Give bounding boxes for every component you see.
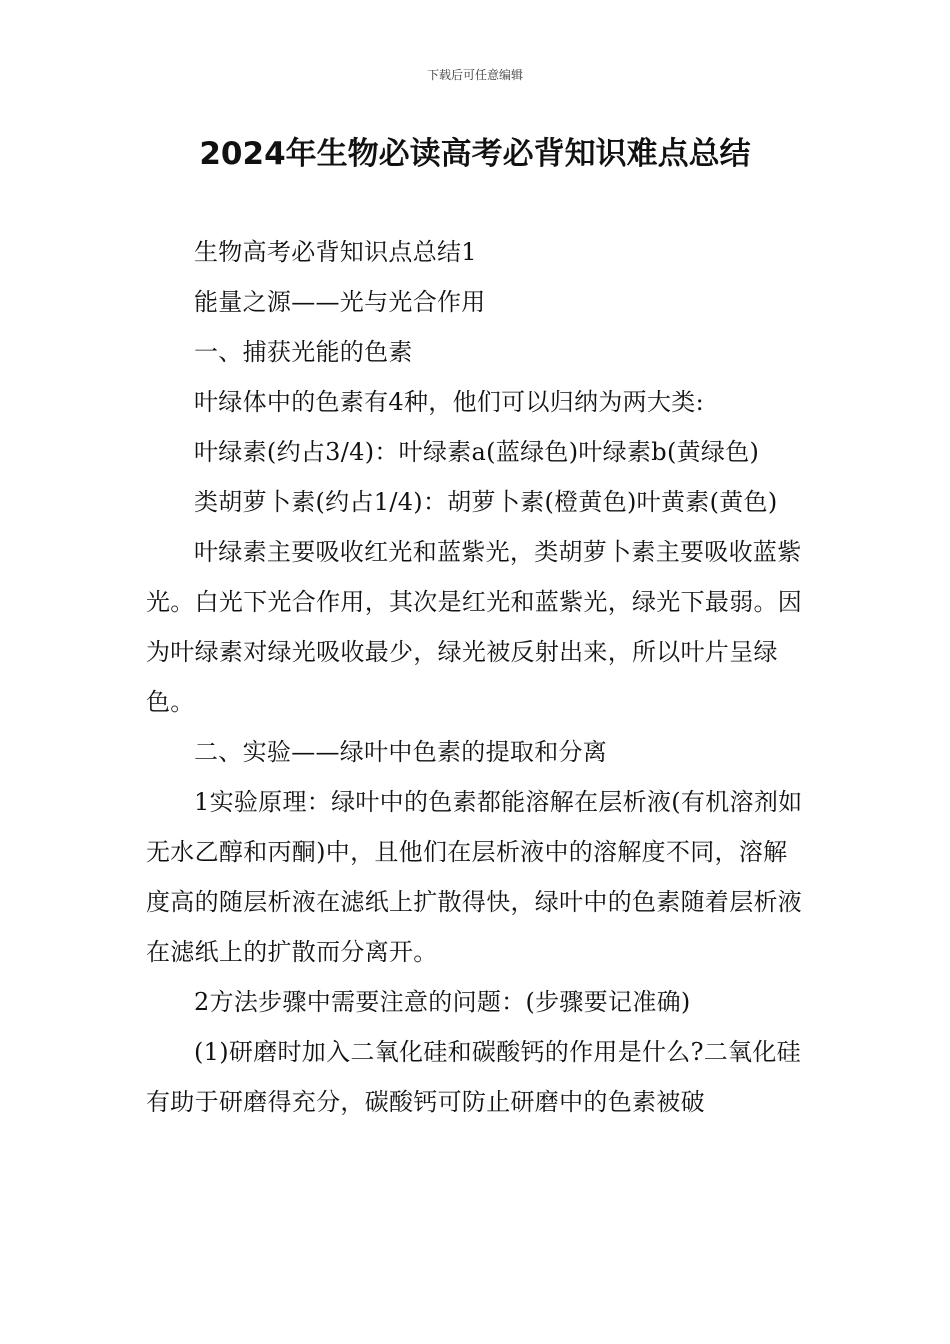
paragraph: (1)研磨时加入二氧化硅和碳酸钙的作用是什么?二氧化硅有助于研磨得充分，碳酸钙可防止研磨中的色素被破: [146, 1038, 801, 1116]
paragraph: 2方法步骤中需要注意的问题：(步骤要记准确): [194, 988, 691, 1016]
paragraph: 叶绿体中的色素有4种，他们可以归纳为两大类:: [194, 388, 704, 416]
paragraph: 叶绿素主要吸收红光和蓝紫光，类胡萝卜素主要吸收蓝紫光。白光下光合作用，其次是红光和蓝紫光，绿光下最弱。因为叶绿素对绿光吸收最少，绿光被反射出来，所以叶片呈绿色。: [146, 538, 803, 716]
document-title: 2024年生物必读高考必背知识难点总结: [199, 136, 751, 172]
paragraph: 能量之源——光与光合作用: [194, 288, 486, 316]
document-body: [146, 227, 810, 1127]
paragraph: 类胡萝卜素(约占1/4)：胡萝卜素(橙黄色)叶黄素(黄色): [194, 488, 778, 516]
paragraph: 生物高考必背知识点总结1: [194, 238, 477, 266]
header-note: 下载后可任意编辑: [426, 68, 523, 82]
paragraph: 一、捕获光能的色素: [194, 338, 413, 366]
paragraph: 叶绿素(约占3/4)：叶绿素a(蓝绿色)叶绿素b(黄绿色): [194, 438, 760, 466]
paragraph: 二、实验——绿叶中色素的提取和分离: [194, 738, 608, 766]
paragraph: 1实验原理：绿叶中的色素都能溶解在层析液(有机溶剂如无水乙醇和丙酮)中，且他们在层析液中的溶解度不同，溶解度高的随层析液在滤纸上扩散得快，绿叶中的色素随着层析液在滤纸上的扩散而分离开。: [146, 788, 803, 966]
